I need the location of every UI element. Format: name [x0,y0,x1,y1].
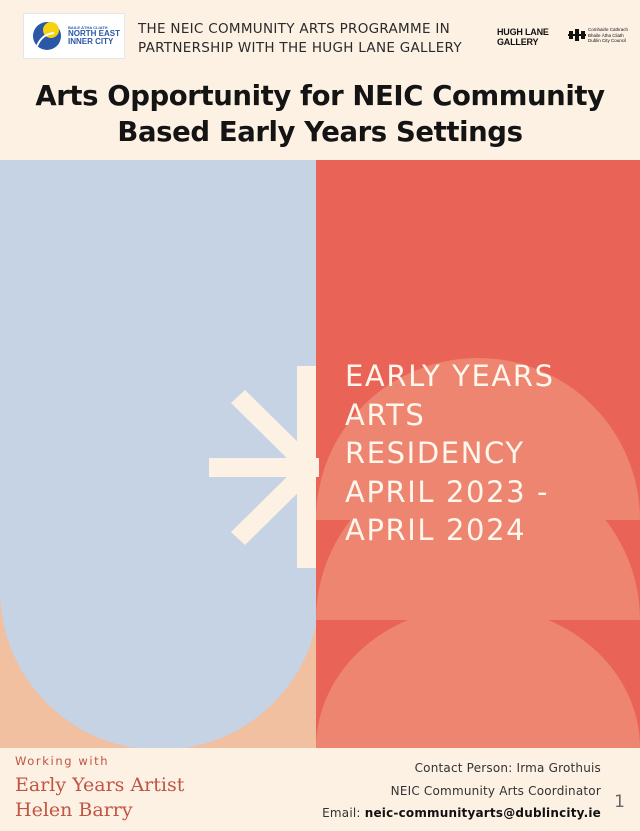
programme-line-2: PARTNERSHIP WITH THE HUGH LANE GALLERY [138,40,462,56]
hugh-lane-line-1: HUGH LANE [497,27,549,37]
programme-text [138,20,498,58]
headline-line-2: Based Early Years Settings [117,116,523,148]
residency-line-2: ARTS [345,397,426,432]
residency-line-4: APRIL 2023 - [345,474,550,509]
dcc-line-1: Comhairle Cathrach [588,27,629,32]
neic-logo[interactable] [23,13,125,59]
header [0,0,640,160]
programme-line-1: THE NEIC COMMUNITY ARTS PROGRAMME IN [138,21,451,37]
hugh-lane-logo[interactable] [497,27,549,47]
email-label: Email: [322,806,365,820]
residency-line-3: RESIDENCY [345,436,525,470]
dublin-city-council-logo[interactable] [568,27,628,44]
residency-line-5: APRIL 2024 [345,513,527,547]
artist-info [15,773,184,823]
blue-arch [0,160,320,748]
working-with-label: Working with [15,754,110,768]
residency-line-1: EARLY YEARS [345,359,555,393]
neic-logo-text [68,26,120,46]
headline-line-1: Arts Opportunity for NEIC Community [35,80,605,112]
neic-logo-icon [32,21,62,51]
residency-title [345,357,635,550]
artist-name: Helen Barry [15,799,133,821]
contact-role: NEIC Community Arts Coordinator [390,783,601,798]
neic-logo-line1: NORTH EAST [68,29,120,38]
page-number: 1 [614,792,625,812]
email-link[interactable]: neic-communityarts@dublincity.ie [364,806,601,820]
hugh-lane-line-2: GALLERY [497,37,539,47]
dcc-line-3: Dublin City Council [588,38,627,43]
dcc-logo-text [588,27,628,44]
contact-email-line [322,802,601,825]
neic-logo-line2: INNER CITY [68,37,114,46]
dublin-crest-icon [568,28,586,42]
dcc-line-2: Bhaile Átha Cliath [588,32,624,38]
contact-info [322,757,601,825]
neic-logo-small: BAILE ÁTHA CLIATH [68,25,108,30]
contact-person: Contact Person: Irma Grothuis [414,761,601,775]
artist-role: Early Years Artist [15,774,185,796]
poster-artwork [0,160,640,748]
footer [0,748,640,831]
page-title [20,78,620,150]
